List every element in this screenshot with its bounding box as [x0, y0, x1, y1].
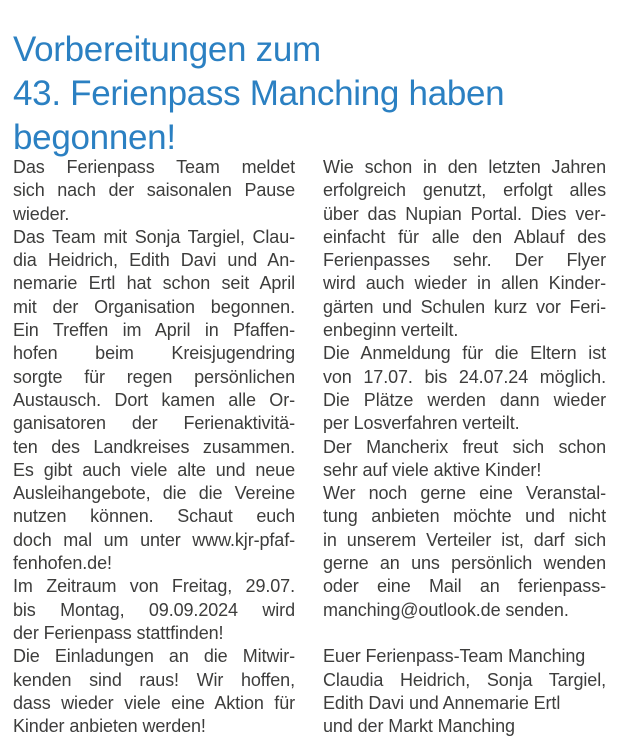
text-line: manching@outlook.de senden. [323, 599, 569, 620]
paragraph [13, 575, 295, 645]
text-line: der Ferienpass stattfinden! [13, 622, 224, 643]
text-line: einfacht für alle den Ablauf des [323, 226, 606, 247]
text-line: per Losverfahren verteilt. [323, 413, 520, 434]
text-line: und der Markt Manching [323, 716, 515, 737]
text-line: doch mal um unter www.kjr-pfaf- [13, 529, 295, 550]
paragraph [323, 436, 606, 483]
text-line: gerne an uns persönlich wenden [323, 553, 606, 574]
text-line: Die Einladungen an die Mitwir- [13, 646, 295, 667]
text-line: tung anbieten möchte und nicht [323, 506, 606, 527]
text-line: in unserem Verteiler ist, darf sich [323, 529, 606, 550]
text-line: dass wieder viele eine Aktion für [13, 692, 295, 713]
text-line: Der Mancherix freut sich schon [323, 436, 606, 457]
article-title [13, 28, 609, 160]
paragraph [323, 645, 606, 668]
text-line: sorgte für regen persönlichen [13, 366, 295, 387]
text-line: kenden sind raus! Wir hoffen, [13, 669, 295, 690]
text-line: Im Zeitraum von Freitag, 29.07. [13, 576, 295, 597]
text-line: Wie schon in den letzten Jahren [323, 157, 606, 177]
text-line: dia Heidrich, Edith Davi und An- [13, 250, 295, 271]
text-line: Austausch. Dort kamen alle Or- [13, 389, 295, 410]
text-line: ten des Landkreises zusammen. [13, 436, 295, 457]
paragraph [323, 156, 606, 342]
text-line: enbeginn verteilt. [323, 320, 459, 341]
text-line: von 17.07. bis 24.07.24 möglich. [323, 366, 606, 387]
paragraph [323, 669, 606, 716]
text-line: bis Montag, 09.09.2024 wird [13, 599, 295, 620]
text-line: oder eine Mail an ferienpass- [323, 576, 606, 597]
text-line: mit der Organisation begonnen. [13, 296, 295, 317]
text-line: Die Plätze werden dann wieder [323, 389, 606, 410]
text-line: Ferienpasses sehr. Der Flyer [323, 250, 606, 271]
text-line: Das Team mit Sonja Targiel, Clau- [13, 226, 295, 247]
text-line: sich nach der saisonalen Pause [13, 180, 295, 201]
paragraph [323, 715, 606, 738]
title-line: 43. Ferienpass Manching haben [13, 74, 505, 114]
text-line: ganisatoren der Ferienaktivitä- [13, 413, 295, 434]
paragraph [13, 645, 295, 738]
text-line: nemarie Ertl hat schon seit April [13, 273, 295, 294]
paragraph [13, 226, 295, 575]
text-line: fenhofen.de! [13, 553, 112, 574]
text-line: hofen beim Kreisjugendring [13, 343, 295, 364]
text-line: sehr auf viele aktive Kinder! [323, 459, 542, 480]
text-line: Die Anmeldung für die Eltern ist [323, 343, 606, 364]
article-body [13, 156, 606, 738]
paragraph [13, 156, 295, 226]
text-line: Ausleihangebote, die die Vereine [13, 483, 295, 504]
text-line: Kinder anbieten werden! [13, 716, 206, 737]
title-line: begonnen! [13, 118, 176, 158]
text-line: nutzen können. Schaut euch [13, 506, 295, 527]
text-line: über das Nupian Portal. Dies ver- [323, 203, 606, 224]
paragraph [323, 482, 606, 622]
text-line: Wer noch gerne eine Veranstal- [323, 483, 606, 504]
column-left [13, 156, 295, 738]
column-right [323, 156, 606, 738]
text-line: Edith Davi und Annemarie Ertl [323, 692, 561, 713]
text-line: wird auch wieder in allen Kinder- [323, 273, 606, 294]
text-line: Claudia Heidrich, Sonja Targiel, [323, 669, 606, 690]
text-line: Es gibt auch viele alte und neue [13, 459, 295, 480]
text-line: Euer Ferienpass-Team Manching [323, 646, 586, 667]
text-line: Das Ferienpass Team meldet [13, 157, 295, 177]
text-line: gärten und Schulen kurz vor Feri- [323, 296, 606, 317]
text-line: Ein Treffen im April in Pfaffen- [13, 320, 295, 341]
title-line: Vorbereitungen zum [13, 30, 321, 70]
text-line: wieder. [13, 203, 70, 224]
text-line: erfolgreich genutzt, erfolgt alles [323, 180, 606, 201]
paragraph [323, 342, 606, 435]
